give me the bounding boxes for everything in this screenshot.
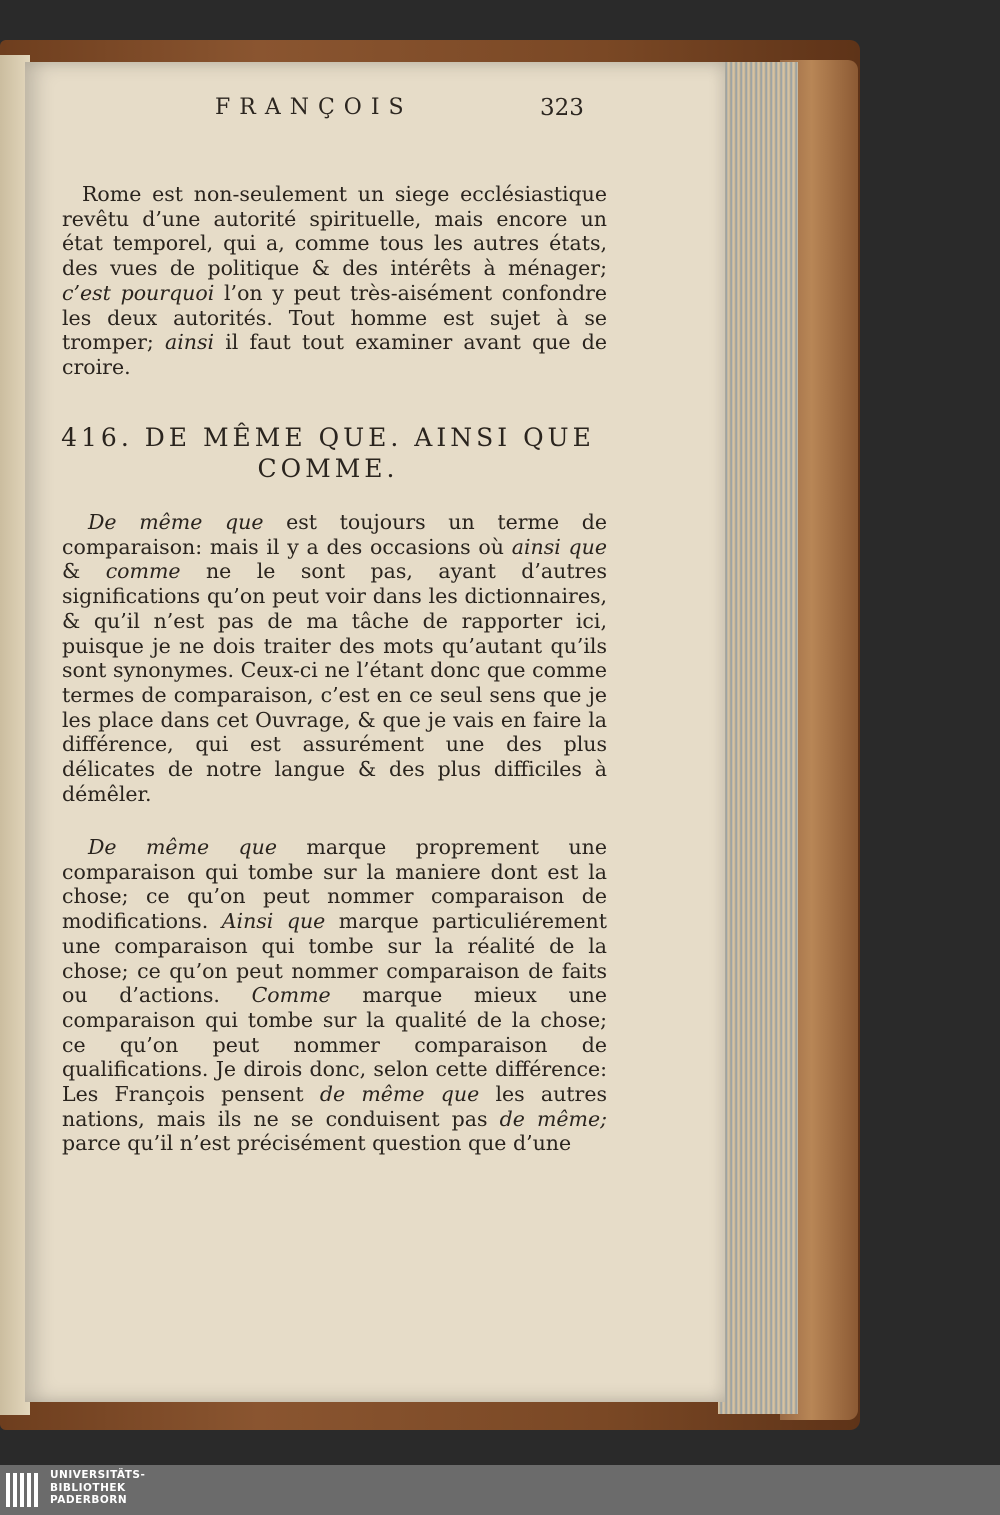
library-footer <box>0 1465 1000 1515</box>
paragraph-text: les autres nations, mais ils ne se conduisent pas <box>62 1082 607 1131</box>
library-name <box>50 1469 145 1507</box>
paragraph-text: ne le sont pas, ayant d’autres significations qu’on peut voir dans les dictionnaires, & qu’il n’est pas de ma tâche de rapporter ici, puisque je ne dois traiter des mots qu’autant qu’ils sont synonymes. Ceux-ci ne l’étant donc que comme termes de comparaison, c’est en ce seul sens que je les place dans cet Ouvrage, & que je vais en faire la différence, qui est assurément une des plus délicates de notre langue & des plus difficiles à démêler. <box>62 559 608 806</box>
italic-text: c’est pourquoi <box>62 280 215 305</box>
paragraph-text: marque proprement une comparaison qui tombe sur la maniere dont est la chose; ce qu’on peut nommer comparaison de modifications. <box>62 835 607 934</box>
italic-text: ainsi <box>164 330 215 355</box>
italic-text: De même que <box>88 835 277 859</box>
paragraph-text: l’on y peut très-aisément confondre les deux autorités. Tout homme est sujet à se tromper; <box>62 280 607 355</box>
library-name-line1: UNIVERSITÄTS- <box>50 1469 146 1481</box>
library-logo-icon <box>6 1473 40 1507</box>
paragraph-text: il faut tout examiner avant que de croire. <box>62 330 607 379</box>
italic-text: De même que <box>88 510 264 534</box>
italic-text: de même que <box>319 1082 480 1107</box>
paragraph-text: marque particuliérement une comparaison qui tombe sur la réalité de la chose; ce qu’on peut nommer comparaison de faits ou d’actions. <box>62 909 607 1008</box>
page-edges <box>718 62 798 1414</box>
page-number: 323 <box>540 95 584 121</box>
paragraph-text: & <box>62 559 106 584</box>
paragraph-text: marque mieux une comparaison qui tombe sur la qualité de la chose; ce qu’on peut nommer comparaison de qualifications. Je dirois donc, selon cette différence: Les François pensent <box>62 983 608 1107</box>
paragraph-rome <box>62 182 607 380</box>
section-heading <box>58 422 598 484</box>
library-name-line3: PADERBORN <box>50 1494 128 1506</box>
paragraph-distinction <box>62 835 607 1156</box>
library-name-line2: BIBLIOTHEK <box>50 1481 126 1494</box>
italic-text: Comme <box>251 983 331 1008</box>
italic-text: Ainsi que <box>221 909 326 934</box>
section-heading-line2: COMME. <box>257 454 399 483</box>
paragraph-text: parce qu’il n’est précisément question que d’une <box>62 1131 572 1156</box>
italic-text: de même; <box>499 1106 607 1131</box>
italic-text: ainsi que <box>511 534 607 559</box>
running-head <box>50 95 610 135</box>
running-head-title: FRANÇOIS <box>215 95 413 120</box>
italic-text: comme <box>105 559 181 584</box>
paragraph-definition <box>62 510 607 806</box>
paragraph-text: est toujours un terme de comparaison: mais il y a des occasions où <box>62 510 607 559</box>
paragraph-text: Rome est non-seulement un siege ecclésiastique revêtu d’une autorité spirituelle, mais encore un état temporel, qui a, comme tous les autres états, des vues de politique & des intérêts à ménager; <box>62 182 607 281</box>
section-heading-line1: 416. DE MÊME QUE. AINSI QUE <box>61 423 595 452</box>
